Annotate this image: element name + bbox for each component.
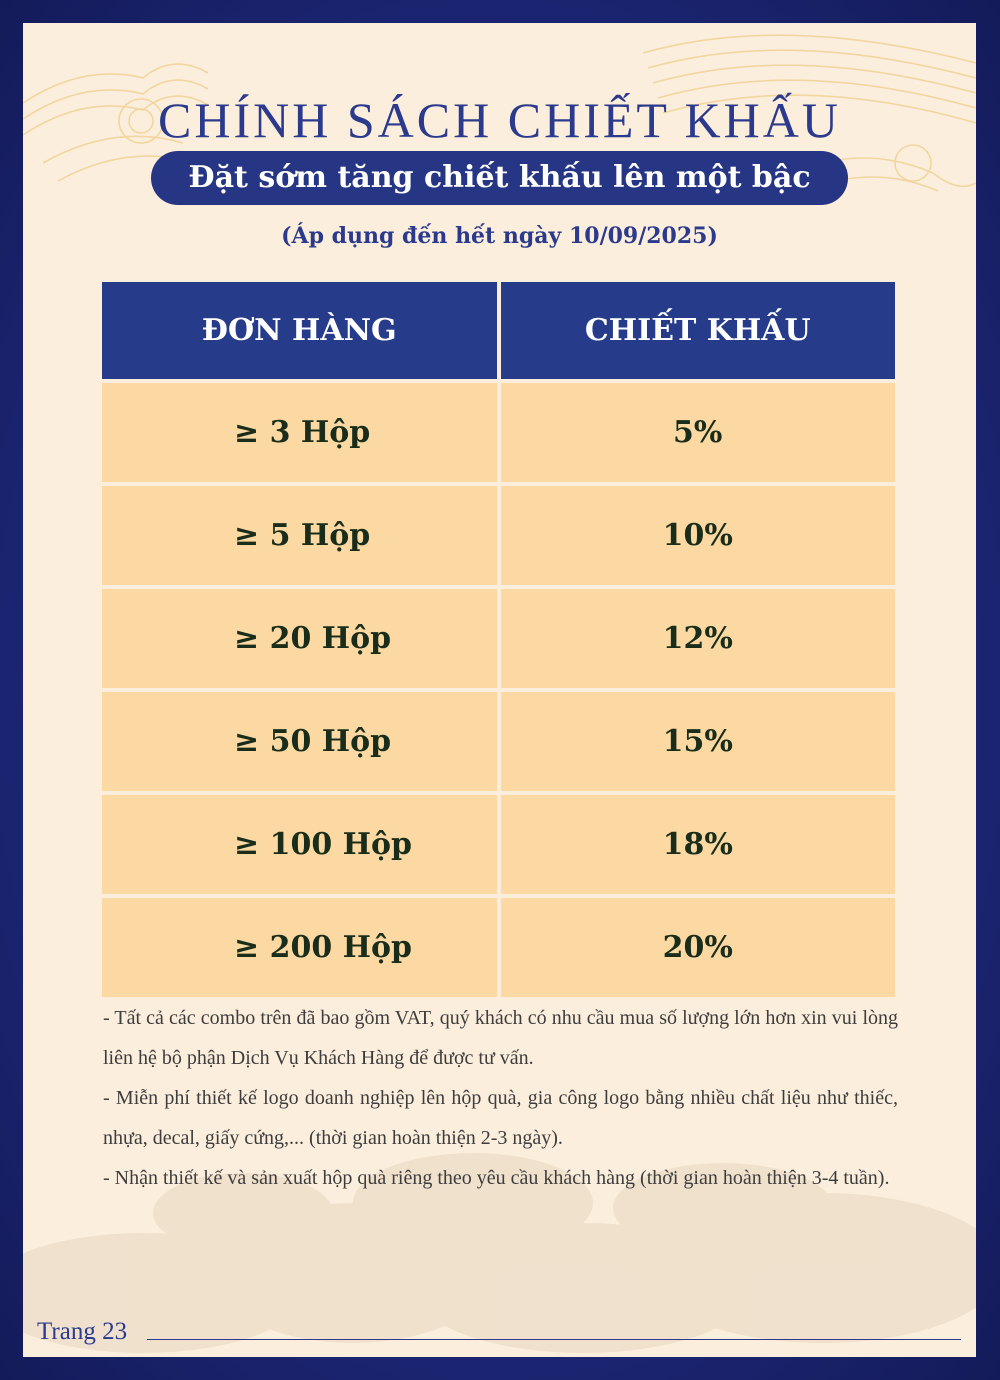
order-cell: ≥ 3 Hộp (102, 383, 497, 482)
order-cell: ≥ 200 Hộp (102, 898, 497, 997)
term-item: - Miễn phí thiết kế logo doanh nghiệp lên hộp quà, gia công logo bằng nhiều chất liệu như thiếc, nhựa, decal, giấy cứng,... (thời gian hoàn thiện 2-3 ngày). (103, 1087, 898, 1149)
table-row (102, 486, 895, 585)
table-row (102, 383, 895, 482)
discount-cell: 15% (501, 692, 896, 791)
discount-cell: 18% (501, 795, 896, 894)
discount-cell: 20% (501, 898, 896, 997)
discount-table (98, 278, 899, 1001)
validity-note: (Áp dụng đến hết ngày 10/09/2025) (281, 223, 718, 249)
order-cell: ≥ 50 Hộp (102, 692, 497, 791)
discount-cell: 10% (501, 486, 896, 585)
term-item: - Tất cả các combo trên đã bao gồm VAT, quý khách có nhu cầu mua số lượng lớn hơn xin vui lòng liên hệ bộ phận Dịch Vụ Khách Hàng để được tư vấn. (103, 1007, 898, 1069)
table-row (102, 589, 895, 688)
footer-divider (147, 1339, 961, 1340)
order-cell: ≥ 5 Hộp (102, 486, 497, 585)
document-page (23, 23, 976, 1357)
discount-cell: 12% (501, 589, 896, 688)
term-item: - Nhận thiết kế và sản xuất hộp quà riêng theo yêu cầu khách hàng (thời gian hoàn thiện 3-4 tuần). (103, 1167, 890, 1189)
page-number: Trang 23 (37, 1318, 128, 1345)
table-row (102, 692, 895, 791)
table-row (102, 795, 895, 894)
order-cell: ≥ 100 Hộp (102, 795, 497, 894)
order-cell: ≥ 20 Hộp (102, 589, 497, 688)
terms-notes (103, 998, 898, 1198)
subtitle-banner: Đặt sớm tăng chiết khấu lên một bậc (151, 151, 848, 205)
discount-cell: 5% (501, 383, 896, 482)
table-row (102, 898, 895, 997)
column-header-discount: CHIẾT KHẤU (501, 282, 896, 379)
page-title: CHÍNH SÁCH CHIẾT KHẤU (158, 92, 841, 148)
table-header-row (102, 282, 895, 379)
column-header-order: ĐƠN HÀNG (102, 282, 497, 379)
